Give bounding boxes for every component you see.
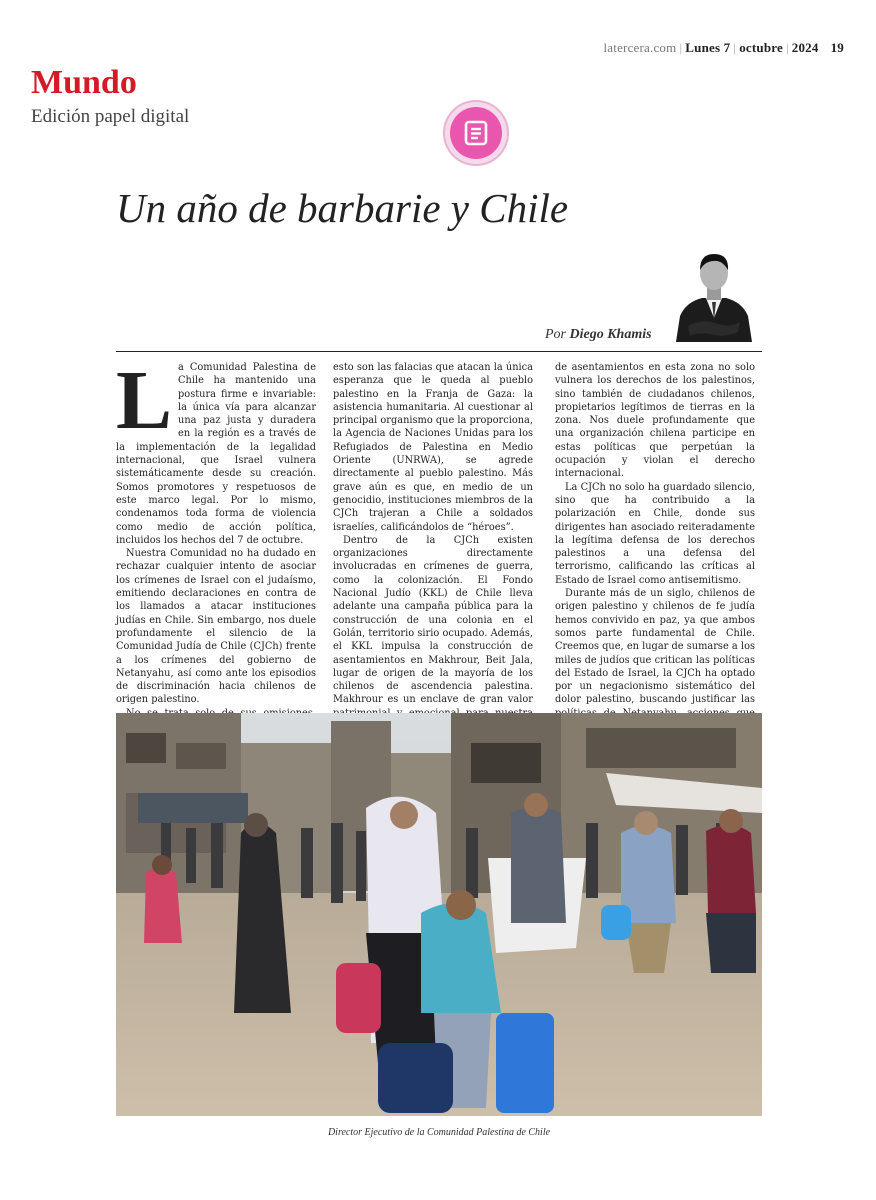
article-headline: Un año de barbarie y Chile [116, 185, 569, 231]
section-subtitle: Edición papel digital [31, 106, 190, 127]
masthead [603, 40, 844, 56]
masthead-site[interactable]: latercera.com [603, 40, 677, 55]
byline [545, 327, 652, 343]
article-photo [116, 713, 762, 1116]
masthead-month: octubre [739, 40, 783, 55]
document-icon [461, 118, 491, 148]
page-number: 19 [830, 40, 844, 55]
byline-prefix: Por [545, 327, 566, 342]
paragraph: Dentro de la CJCh existen organizaciones directamente involucradas en crímenes de guerra, como la colonización. El Fondo Nacional Judío (KKL) de Chile lleva adelante una campaña pública para la construcción de una colonia en el Golán, territorio sirio ocupado. Además, el KKL impulsa la construcción de asentamientos en Makhrour, Beit Jala, lugar de origen de la mayoría de los chilenos de ascendencia palestina. Makhrour es un enclave de gran valor [333, 534, 533, 706]
badge-circle [450, 107, 502, 159]
section-title: Mundo [31, 64, 137, 101]
article-type-badge [443, 100, 509, 166]
masthead-day: Lunes 7 [685, 40, 731, 55]
paragraph: a Comunidad Palestina de Chile ha mantenido una postura firme e invariable: la única vía para alcanzar una paz justa y duradera en la región es a través de la implementación de la legalidad internacional, que Israel vulnera sistemáticamente desde su creación. Somos promotores y respetuosos de este marco legal. Por lo mismo, condenamos toda forma de violencia como medio de acción política, incluidos los hechos del 7 de octubre. [116, 362, 316, 546]
article-column-3 [555, 361, 755, 706]
author-portrait [672, 246, 756, 342]
masthead-separator: | [733, 40, 737, 55]
paragraph: La CJCh no solo ha guardado silencio, sino que ha contribuido a la polarización en Chile, donde sus dirigentes han asociado reiteradamente la legítima defensa de los derechos palestinos a una defensa del terrorismo, calificando las críticas al Estado de Israel como antisemitismo. [555, 481, 755, 586]
paragraph: de asentamientos en esta zona no solo vulnera los derechos de los palestinos, sino también de ciudadanos chilenos, propietarios legítimos de tierras en la zona. Nos duele profundamente que una organización chilena participe en estas políticas que perpetúan la ocupación y violan el derecho internacional. [555, 362, 755, 480]
masthead-separator: | [785, 40, 789, 55]
masthead-year: 2024 [791, 40, 819, 55]
drop-cap: L [116, 354, 173, 447]
article-column-2 [333, 361, 533, 706]
photo-caption: Director Ejecutivo de la Comunidad Palestina de Chile [327, 1127, 551, 1138]
author-name: Diego Khamis [569, 327, 652, 342]
paragraph: esto son las falacias que atacan la única esperanza que le queda al pueblo palestino en la Franja de Gaza: la asistencia humanitaria. Al cuestionar al principal organismo que la proporciona, la Agencia de Naciones Unidas para los Refugiados de Palestina en Medio Oriente (UNRWA), se agrede directamente al pueblo palestino. Más grave aún es que, en medio de un genocidio, instituciones miembros de la CJCh trajeran a Chile a soldados israelíes, calificándolos de “héroes”. [333, 362, 533, 533]
article-column-1 [116, 354, 316, 706]
masthead-separator: | [679, 40, 683, 55]
paragraph: Durante más de un siglo, chilenos de origen palestino y chilenos de fe judía hemos convivido en paz, ya que ambos somos parte fundamental de Chile. Creemos que, en lugar de sumarse a los miles de judíos que critican las políticas del Estado de Israel, la CJCh ha optado por un negacionismo sistemático del dolor palestino, buscando justificar las [555, 588, 755, 706]
paragraph: Nuestra Comunidad no ha dudado en rechazar cualquier intento de asociar los crímenes de Israel con el judaísmo, emitiendo declaraciones en contra de los llamados a atacar instituciones judías en Chile. Sin embargo, nos duele profundamente el silencio de la Comunidad Judía de Chile (CJCh) frente a los crímenes del gobierno de Netanyahu, así como ante los episodios de discriminación hacia chilenos de origen palestino. [116, 548, 316, 706]
byline-divider [116, 351, 762, 352]
